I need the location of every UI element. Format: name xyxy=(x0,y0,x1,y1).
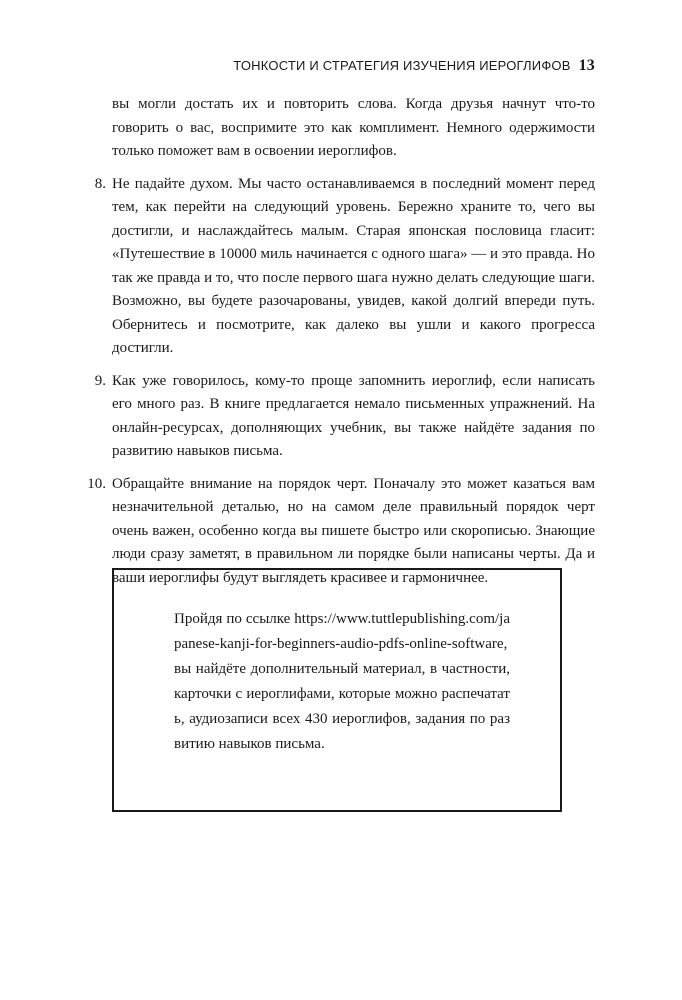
list-item-text: Как уже говорилось, кому-то проще запомнить иероглиф, если написать его много раз. В книге предлагается немало письменных упражнений. На онлайн-ресурсах, дополняющих учебник, вы также найдёте задания по развитию навыков письма. xyxy=(112,372,595,459)
tips-list xyxy=(87,173,595,591)
list-item-text: Обращайте внимание на порядок черт. Поначалу это может казаться вам незначительной деталью, но на самом деле правильный порядок черт очень важен, особенно когда вы пишете быстро или скорописью. Знающие люди сразу заметят, в правильном ли порядке были написаны черты. Да и ваши иероглифы будут выглядеть красивее и гармоничнее. xyxy=(112,475,595,586)
list-item xyxy=(94,370,595,464)
continuation-paragraph: вы могли достать их и повторить слова. Когда друзья начнут что-то говорить о вас, воспримите это как комплимент. Немного одержимости только поможет вам в освоении иероглифов. xyxy=(112,96,595,159)
list-item-text: Не падайте духом. Мы часто останавливаемся в последний момент перед тем, как перейти на следующий уровень. Бережно храните то, чего вы достигли, и наслаждайтесь малым. Старая японская пословица гласит: «Путешествие в 10000 миль начинается с одного шага» — и это правда. Но так же правда и то, что после первого шага нужно делать следующие шаги. Возможно, вы будете разочарованы, увидев, какой долгий впереди путь. Обернитесь и посмотрите, как далеко вы ушли и какого прогресса достигли. xyxy=(112,175,595,356)
running-header xyxy=(233,57,595,75)
list-item xyxy=(94,173,595,361)
list-item-number: 9. xyxy=(94,372,106,389)
list-item-number: 10. xyxy=(87,475,106,492)
running-header-title: ТОНКОСТИ И СТРАТЕГИЯ ИЗУЧЕНИЯ ИЕРОГЛИФОВ xyxy=(233,58,571,73)
info-box xyxy=(112,568,562,812)
body-text xyxy=(87,93,595,590)
list-item-number: 8. xyxy=(94,175,106,192)
info-box-text: Пройдя по ссылке https://www.tuttlepublishing.com/japanese-kanji-for-beginners-audio-pdfs-online-software, вы найдёте дополнительный материал, в частности, карточки с иероглифами, которые можно распечатать, аудиозаписи всех 430 иероглифов, задания по развитию навыков письма. xyxy=(174,611,510,752)
page-number: 13 xyxy=(578,57,595,74)
